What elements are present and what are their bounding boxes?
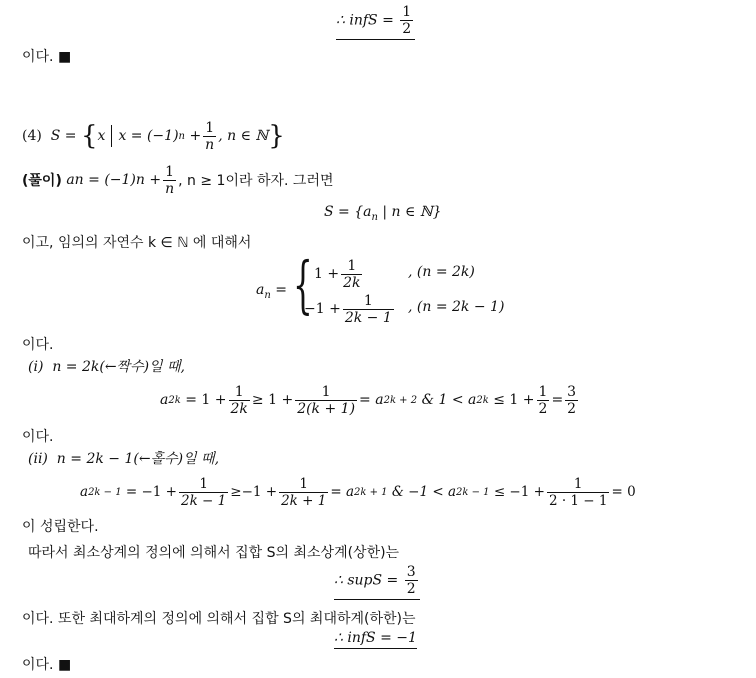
set-line: S = {a (324, 204, 372, 220)
part: ≥−1 + (230, 484, 278, 500)
frac-num: 1 (538, 383, 548, 400)
case-i-heading (28, 356, 185, 376)
frac-den: 2 (402, 21, 412, 37)
subscript: n (371, 211, 378, 223)
subscript: 2k − 1 (456, 486, 490, 498)
end-statement-3: 이다. (22, 429, 54, 445)
holds-statement: 이 성립한다. (22, 519, 99, 535)
part: = 0 (611, 484, 636, 500)
solution-line (22, 164, 334, 196)
sequence-def: = (−1) (88, 172, 136, 188)
part: ≥ 1 + (251, 392, 294, 408)
frac-num: 1 (199, 475, 208, 492)
right-brace: } (268, 121, 285, 151)
left-brace: { (80, 121, 98, 151)
plus: + (149, 172, 162, 188)
term: a (160, 392, 169, 408)
exponent: n (135, 172, 145, 188)
part: = a (330, 484, 355, 500)
frac-den: 2 (538, 400, 548, 417)
infimum-result: ∴ infS = −1 (334, 630, 417, 649)
subscript: 2k − 1 (88, 486, 122, 498)
problem-statement (22, 120, 285, 152)
subscript: n (74, 172, 84, 188)
set-label: S = (50, 128, 77, 144)
subscript: 2k (168, 394, 181, 406)
frac-num: 1 (299, 475, 309, 492)
case-text: n = 2k − 1(←홀수)일 때, (56, 451, 220, 467)
term: a (80, 484, 89, 500)
case-label: (i) (28, 359, 44, 375)
sequence-term: a (66, 172, 75, 188)
part: & 1 < a (421, 392, 477, 408)
solution-label: (풀이) (22, 173, 62, 189)
end-statement-final: 이다. ■ (22, 657, 72, 673)
part: & −1 < a (391, 484, 456, 500)
part: ≤ 1 + (493, 392, 535, 408)
frac-num: 1 (573, 475, 583, 492)
frac-den: n (205, 136, 215, 153)
frac-num: 1 (165, 163, 175, 180)
infimum-intro: 이다. 또한 최대하계의 정의에 의해서 집합 S의 최대하계(하한)는 (22, 611, 416, 627)
part: = a (359, 392, 384, 408)
row-prefix: −1 + (304, 301, 341, 317)
part: = (551, 392, 564, 408)
frac-den: 2(k + 1) (297, 400, 356, 417)
case-label: (ii) (28, 451, 48, 467)
subscript: 2k (476, 394, 489, 406)
frac-num: 1 (321, 383, 331, 400)
frac-num: 1 (205, 119, 215, 136)
set-expression: x = (−1) (118, 128, 179, 144)
supremum-intro: 따라서 최소상계의 정의에 의해서 집합 S의 최소상계(상한)는 (28, 545, 400, 561)
set-line-tail: | n ∈ ℕ} (377, 204, 442, 220)
solution-tail: , n ≥ 1이라 하자. 그러면 (178, 173, 334, 189)
top-infimum-result (336, 4, 415, 40)
frac-den: 2k + 1 (281, 492, 327, 509)
frac-num: 1 (402, 4, 412, 20)
subscript: 2k + 1 (354, 486, 388, 498)
frac-den: n (165, 180, 175, 197)
set-condition: , n ∈ ℕ (218, 128, 269, 144)
frac-num: 3 (406, 564, 416, 580)
subscript: n (264, 289, 271, 301)
piecewise-row-1 (314, 256, 364, 292)
case-ii-equation (80, 474, 636, 510)
set-separator (111, 125, 112, 147)
result-label: ∴ infS = (336, 12, 399, 29)
subscript: 2k + 2 (383, 394, 418, 406)
result-label: ∴ supS = (334, 572, 403, 589)
piecewise-lhs (256, 282, 287, 301)
frac-num: 1 (363, 292, 373, 309)
frac-den: 2 (406, 581, 416, 597)
case-i-equation (160, 382, 580, 418)
plus: + (189, 128, 202, 144)
frac-den: 2k (230, 400, 248, 417)
sequence-term: a (256, 282, 265, 298)
frac-den: 2k (343, 274, 361, 291)
piecewise-row-2 (304, 291, 396, 327)
supremum-result (334, 564, 420, 600)
case-ii-heading (28, 448, 219, 468)
set-sequence-form (324, 204, 442, 223)
row-prefix: 1 + (314, 266, 340, 282)
end-statement-1: 이다. ■ (22, 49, 72, 65)
frac-num: 1 (347, 257, 357, 274)
piecewise-cond-1: , (n = 2k) (408, 264, 475, 280)
end-statement-2: 이다. (22, 337, 54, 353)
k-statement: 이고, 임의의 자연수 k ∈ ℕ 에 대해서 (22, 235, 252, 251)
frac-den: 2 (567, 400, 577, 417)
part: = −1 + (125, 484, 177, 500)
piecewise-brace: { (293, 248, 313, 321)
problem-number: (4) (22, 128, 42, 144)
piecewise-cond-2: , (n = 2k − 1) (408, 299, 505, 315)
case-text: n = 2k(←짝수)일 때, (52, 359, 186, 375)
equals: = (275, 282, 287, 298)
frac-den: 2k − 1 (344, 309, 392, 326)
frac-num: 3 (567, 383, 577, 400)
part: = 1 + (185, 392, 227, 408)
set-variable: x (97, 128, 106, 144)
frac-den: 2k − 1 (181, 492, 227, 509)
exponent: n (178, 130, 185, 142)
frac-num: 1 (234, 383, 244, 400)
frac-den: 2 · 1 − 1 (548, 492, 608, 509)
part: ≤ −1 + (493, 484, 545, 500)
